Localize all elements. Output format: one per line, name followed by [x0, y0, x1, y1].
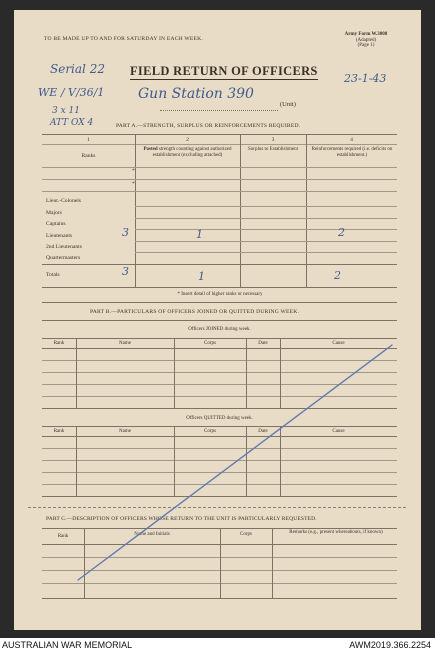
footer-source: AUSTRALIAN WAR MEMORIAL — [2, 640, 133, 650]
col-header-ranks: Ranks — [81, 153, 96, 159]
joined-title: Officers JOINED during week. — [188, 327, 251, 332]
unit-label: (Unit) — [280, 101, 296, 108]
quitted-col-date: Date — [258, 429, 268, 434]
part-a-heading: PART A.—STRENGTH, SURPLUS OR REINFORCEMENTS REQUIRED. — [116, 123, 301, 129]
form-number: Army Form W.3008 — [344, 32, 388, 37]
rank-captains: Captains — [46, 221, 66, 227]
col-number-1: 1 — [87, 137, 90, 143]
joined-col-corps: Corps — [204, 341, 216, 346]
lieutenants-reinforcements-value: 2 — [338, 226, 345, 239]
totals-note: 3 — [122, 265, 129, 278]
rank-2nd-lieutenants: 2nd Lieutenants — [46, 244, 82, 250]
part-c-col-rank: Rank — [57, 534, 69, 539]
rank-lieutenants: Lieutenants — [46, 233, 73, 239]
handwritten-date: 23-1-43 — [344, 72, 387, 85]
handwritten-serial: Serial 22 — [50, 62, 105, 76]
part-c-col-remarks: Remarks (e.g., present whereabouts, if known) — [289, 530, 383, 535]
rank-quartermasters: Quartermasters — [46, 255, 81, 261]
quitted-col-name: Name — [119, 429, 131, 434]
part-b-heading: PART B.—PARTICULARS OF OFFICERS JOINED OR QUITTED DURING WEEK. — [90, 309, 300, 315]
col-number-4: 4 — [350, 137, 353, 143]
rank-majors: Majors — [46, 210, 62, 216]
form-adapted: (Adapted) — [355, 37, 377, 43]
joined-col-rank: Rank — [53, 341, 65, 346]
quitted-col-rank: Rank — [53, 429, 65, 434]
col-number-2: 2 — [186, 137, 189, 143]
rank-lieut-colonels: Lieut.-Colonels — [46, 198, 81, 204]
joined-col-date: Date — [258, 341, 268, 346]
top-instruction: TO BE MADE UP TO AND FOR SATURDAY IN EACH WEEK. — [44, 36, 203, 42]
form-title: FIELD RETURN OF OFFICERS — [130, 64, 318, 78]
form-page: (Page 1) — [357, 43, 375, 48]
totals-posted-value: 1 — [198, 270, 205, 283]
part-c-col-name: Name and Initials — [134, 532, 170, 537]
quitted-col-corps: Corps — [204, 429, 216, 434]
col-header-posted: Posted strength counting against authorized establishment (excluding attached) — [143, 147, 232, 158]
lieutenants-posted-value: 1 — [196, 228, 203, 241]
quitted-title: Officers QUITTED during week. — [186, 416, 253, 421]
col-header-surplus: Surplus to Establishment — [248, 147, 298, 152]
col-number-3: 3 — [271, 137, 275, 143]
footer-bar — [0, 638, 435, 653]
lieutenants-note: 3 — [122, 226, 129, 239]
joined-col-cause: Cause — [332, 341, 345, 346]
totals-label: Totals — [46, 272, 60, 278]
part-c-col-corps: Corps — [240, 532, 252, 537]
part-c-heading: PART C.—DESCRIPTION OF OFFICERS WHOSE RETURN TO THE UNIT IS PARTICULARLY REQUESTED. — [46, 516, 317, 522]
quitted-col-cause: Cause — [332, 429, 345, 434]
footer-accession: AWM2019.366.2254 — [349, 640, 431, 650]
handwritten-reference-2: 3 x 11 — [52, 106, 80, 116]
totals-reinforcements-value: 2 — [334, 269, 341, 282]
col-header-reinforcements: Reinforcements required (i.e. deficits on establishment.) — [311, 147, 393, 158]
handwritten-reference-3: ATT OX 4 — [50, 118, 94, 128]
handwritten-unit: Gun Station 390 — [138, 86, 254, 102]
joined-col-name: Name — [119, 341, 131, 346]
part-a-footnote: * Insert detail of higher ranks or necessary — [177, 292, 263, 297]
handwritten-reference: WE / V/36/1 — [38, 86, 105, 99]
